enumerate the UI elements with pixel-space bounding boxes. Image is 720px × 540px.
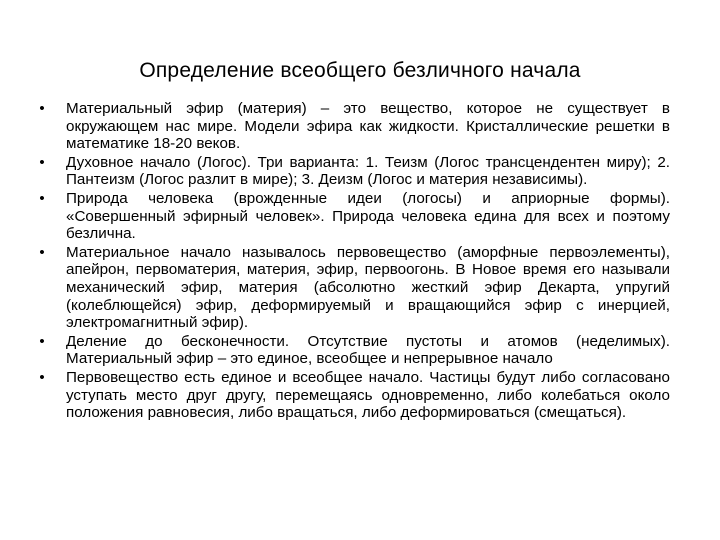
bullet-text: Материальное начало называлось первовещество (аморфные первоэлементы), апейрон, первоматерия, материя, эфир, первоогонь. В Новое время его называли механический эфир, материя (абсолютно жесткий эфир Декарта, упругий (колеблющейся) эфир, деформируемый и вращающийся эфир с инерцией, электромагнитный эфир).	[66, 243, 670, 332]
bullet-marker-icon: •	[39, 100, 45, 117]
bullet-text: Материальный эфир (материя) – это вещество, которое не существует в окружающем нас мире. Модели эфира как жидкости. Кристаллические решетки в математике 18-20 веков.	[66, 100, 670, 153]
bullet-text: Деление до бесконечности. Отсутствие пустоты и атомов (неделимых). Материальный эфир – это единое, всеобщее и непрерывное начало	[66, 332, 670, 368]
bullet-item	[40, 100, 670, 153]
bullet-text: Первовещество есть единое и всеобщее начало. Частицы будут либо согласовано уступать место друг другу, перемещаясь одновременно, либо колебаться около положения равновесия, либо вращаться, либо деформироваться (смещаться).	[66, 368, 670, 422]
bullet-item	[40, 244, 670, 332]
slide-title: Определение всеобщего безличного начала	[139, 59, 581, 82]
bullet-marker-icon: •	[39, 189, 45, 207]
bullet-text: Духовное начало (Логос). Три варианта: 1. Теизм (Логос трансцендентен миру); 2. Пантеизм (Логос разлит в мире); 3. Деизм (Логос и материя независимы).	[66, 153, 670, 189]
bullet-item	[40, 154, 670, 189]
bullet-list	[40, 100, 670, 423]
bullet-text: Природа человека (врожденные идеи (логосы) и априорные формы). «Совершенный эфирный человек». Природа человека едина для всех и поэтому безлична.	[66, 189, 670, 243]
bullet-marker-icon: •	[39, 243, 45, 261]
bullet-item	[40, 190, 670, 243]
bullet-marker-icon: •	[39, 153, 45, 171]
bullet-item	[40, 333, 670, 368]
bullet-item	[40, 369, 670, 422]
bullet-marker-icon: •	[39, 332, 45, 350]
bullet-marker-icon: •	[39, 368, 45, 386]
